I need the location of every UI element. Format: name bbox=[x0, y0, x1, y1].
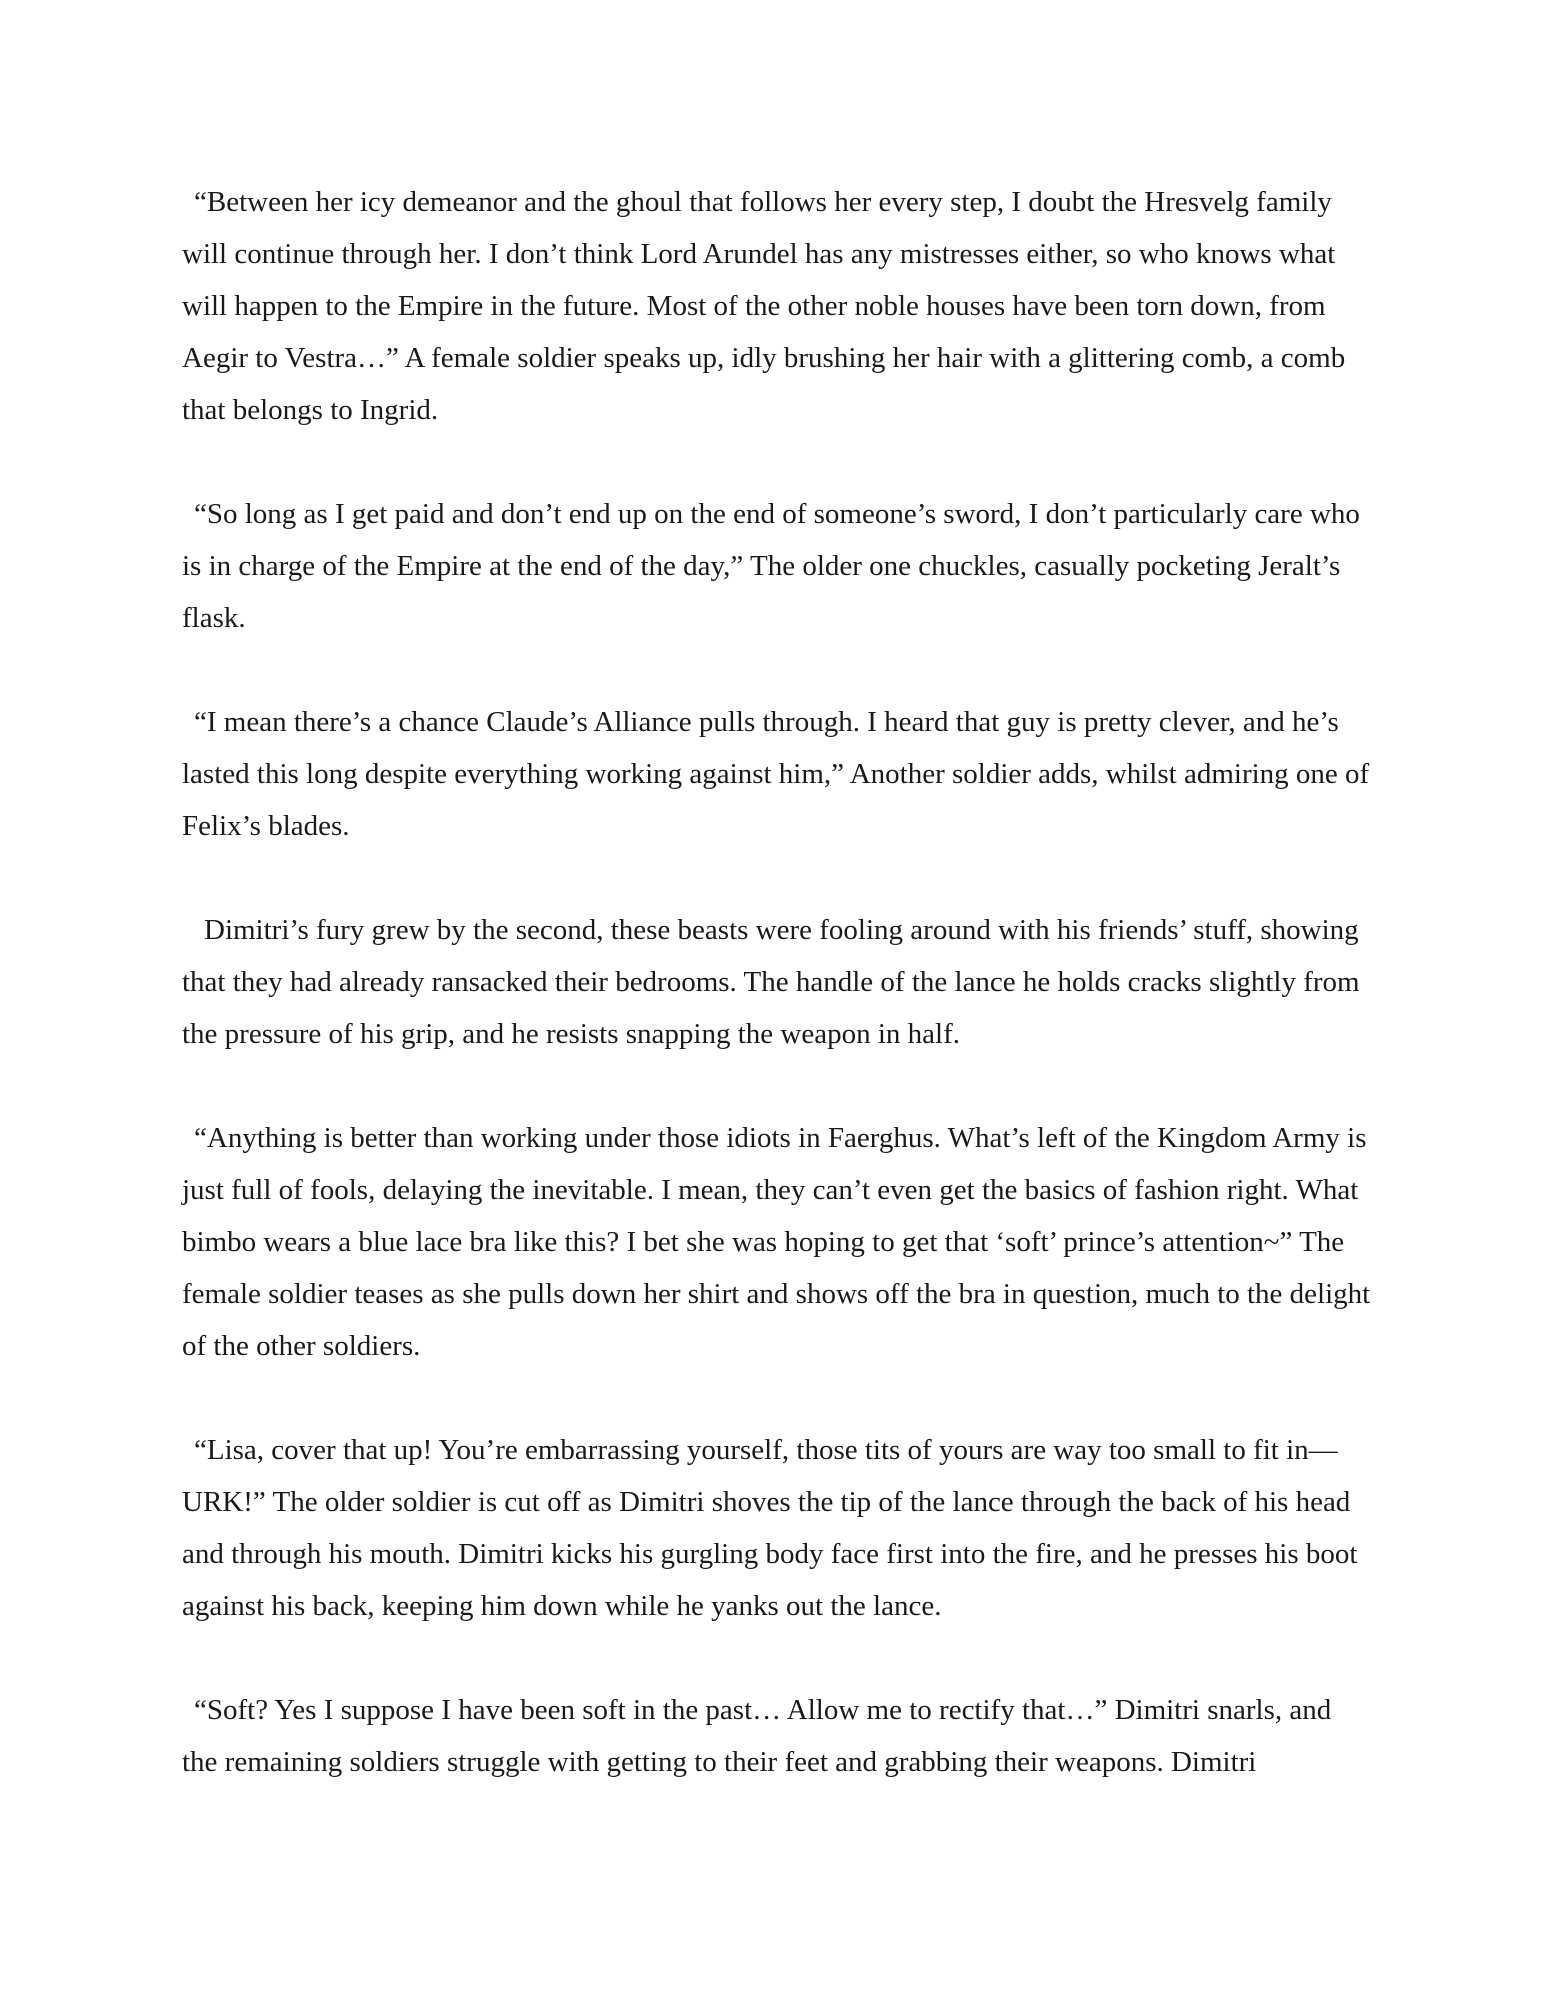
paragraph-2: “So long as I get paid and don’t end up on the end of someone’s sword, I don’t particularly care who is in charge of the Empire at the end of the day,” The older one chuckles, casually pocketing Jeralt’s flask. bbox=[182, 498, 1360, 634]
paragraph-5: “Anything is better than working under those idiots in Faerghus. What’s left of the Kingdom Army is just full of fools, delaying the inevitable. I mean, they can’t even get the basics of fashion right. What bimbo wears a blue lace bra like this? I bet she was hoping to get that ‘soft’ prince’s attention~” The female soldier teases as she pulls down her shirt and shows off the bra in question, much to the delight of the other soldiers. bbox=[182, 1122, 1371, 1362]
paragraph-1: “Between her icy demeanor and the ghoul that follows her every step, I doubt the Hresvelg family will continue through her. I don’t think Lord Arundel has any mistresses either, so who knows what will happen to the Empire in the future. Most of the other noble houses have been torn down, from Aegir to Vestra…” A female soldier speaks up, idly brushing her hair with a glittering comb, a comb that belongs to Ingrid. bbox=[182, 186, 1346, 426]
paragraph-3: “I mean there’s a chance Claude’s Alliance pulls through. I heard that guy is pretty clever, and he’s lasted this long despite everything working against him,” Another soldier adds, whilst admiring one of Felix’s blades. bbox=[182, 706, 1370, 842]
paragraph-7: “Soft? Yes I suppose I have been soft in the past… Allow me to rectify that…” Dimitri snarls, and the remaining soldiers struggle with getting to their feet and grabbing their weapons. Dimitri bbox=[182, 1694, 1332, 1778]
body-text bbox=[182, 176, 1372, 1788]
paragraph-4: Dimitri’s fury grew by the second, these beasts were fooling around with his friends’ stuff, showing that they had already ransacked their bedrooms. The handle of the lance he holds cracks slightly from the pressure of his grip, and he resists snapping the weapon in half. bbox=[182, 914, 1360, 1050]
paragraph-6: “Lisa, cover that up! You’re embarrassing yourself, those tits of yours are way too small to fit in—URK!” The older soldier is cut off as Dimitri shoves the tip of the lance through the back of his head and through his mouth. Dimitri kicks his gurgling body face first into the fire, and he presses his boot against his back, keeping him down while he yanks out the lance. bbox=[182, 1434, 1358, 1622]
